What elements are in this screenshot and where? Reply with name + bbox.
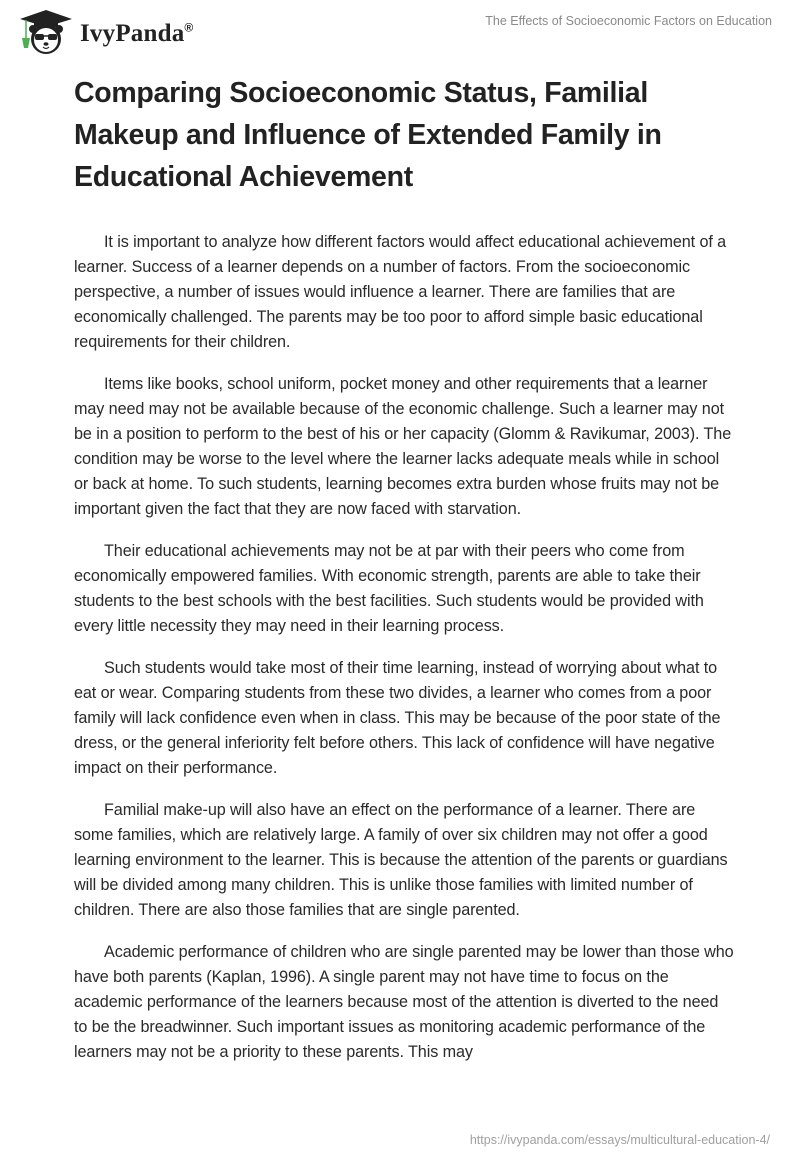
logo-text: IvyPanda® <box>80 20 194 47</box>
footer-url[interactable]: https://ivypanda.com/essays/multicultural-education-4/ <box>469 1133 770 1147</box>
paragraph: Academic performance of children who are single parented may be lower than those who have both parents (Kaplan, 1996). A single parent may not have time to focus on the academic performance of the learners because most of the attention is diverted to the need to be the breadwinner. Such important issues as monitoring academic performance of the learners may not be a priority to these parents. This may <box>74 943 734 1061</box>
paragraph: Items like books, school uniform, pocket money and other requirements that a learner may need may not be available because of the economic challenge. Such a learner may not be in a position to perform to the best of his or her capacity (Glomm & Ravikumar, 2003). The condition may be worse to the level where the learner lacks adequate meals while in school or back at home. To such students, learning becomes extra burden whose fruits may not be important given the fact that they are now faced with starvation. <box>74 375 732 518</box>
panda-graduate-icon <box>18 8 74 56</box>
document-title: The Effects of Socioeconomic Factors on Education <box>485 14 772 28</box>
logo[interactable] <box>18 8 193 56</box>
page-header <box>0 0 800 64</box>
paragraph: It is important to analyze how different factors would affect educational achievement of a learner. Success of a learner depends on a number of factors. From the socioeconomic perspective, a number of issues would influence a learner. There are families that are economically challenged. The parents may be too poor to afford simple basic educational requirements for their children. <box>74 233 727 351</box>
paragraph: Such students would take most of their time learning, instead of worrying about what to eat or wear. Comparing students from these two divides, a learner who comes from a poor family will lack confidence even when in class. This may be because of the poor state of the dress, or the general inferiority felt before others. This lack of confidence will have negative impact on their performance. <box>74 659 721 777</box>
article-body <box>74 230 734 1065</box>
article <box>74 72 734 1082</box>
article-title: Comparing Socioeconomic Status, Familial Makeup and Influence of Extended Family in Educational Achievement <box>74 77 662 193</box>
paragraph: Their educational achievements may not be at par with their peers who come from economically empowered families. With economic strength, parents are able to take their students to the best schools with the best facilities. Such students would be provided with every little necessity they may need in their learning process. <box>74 542 704 635</box>
paragraph: Familial make-up will also have an effect on the performance of a learner. There are some families, which are relatively large. A family of over six children may not offer a good learning environment to the learner. This is because the attention of the parents or guardians will be divided among many children. This is unlike those families with limited number of children. There are also those families that are single parented. <box>74 801 728 919</box>
